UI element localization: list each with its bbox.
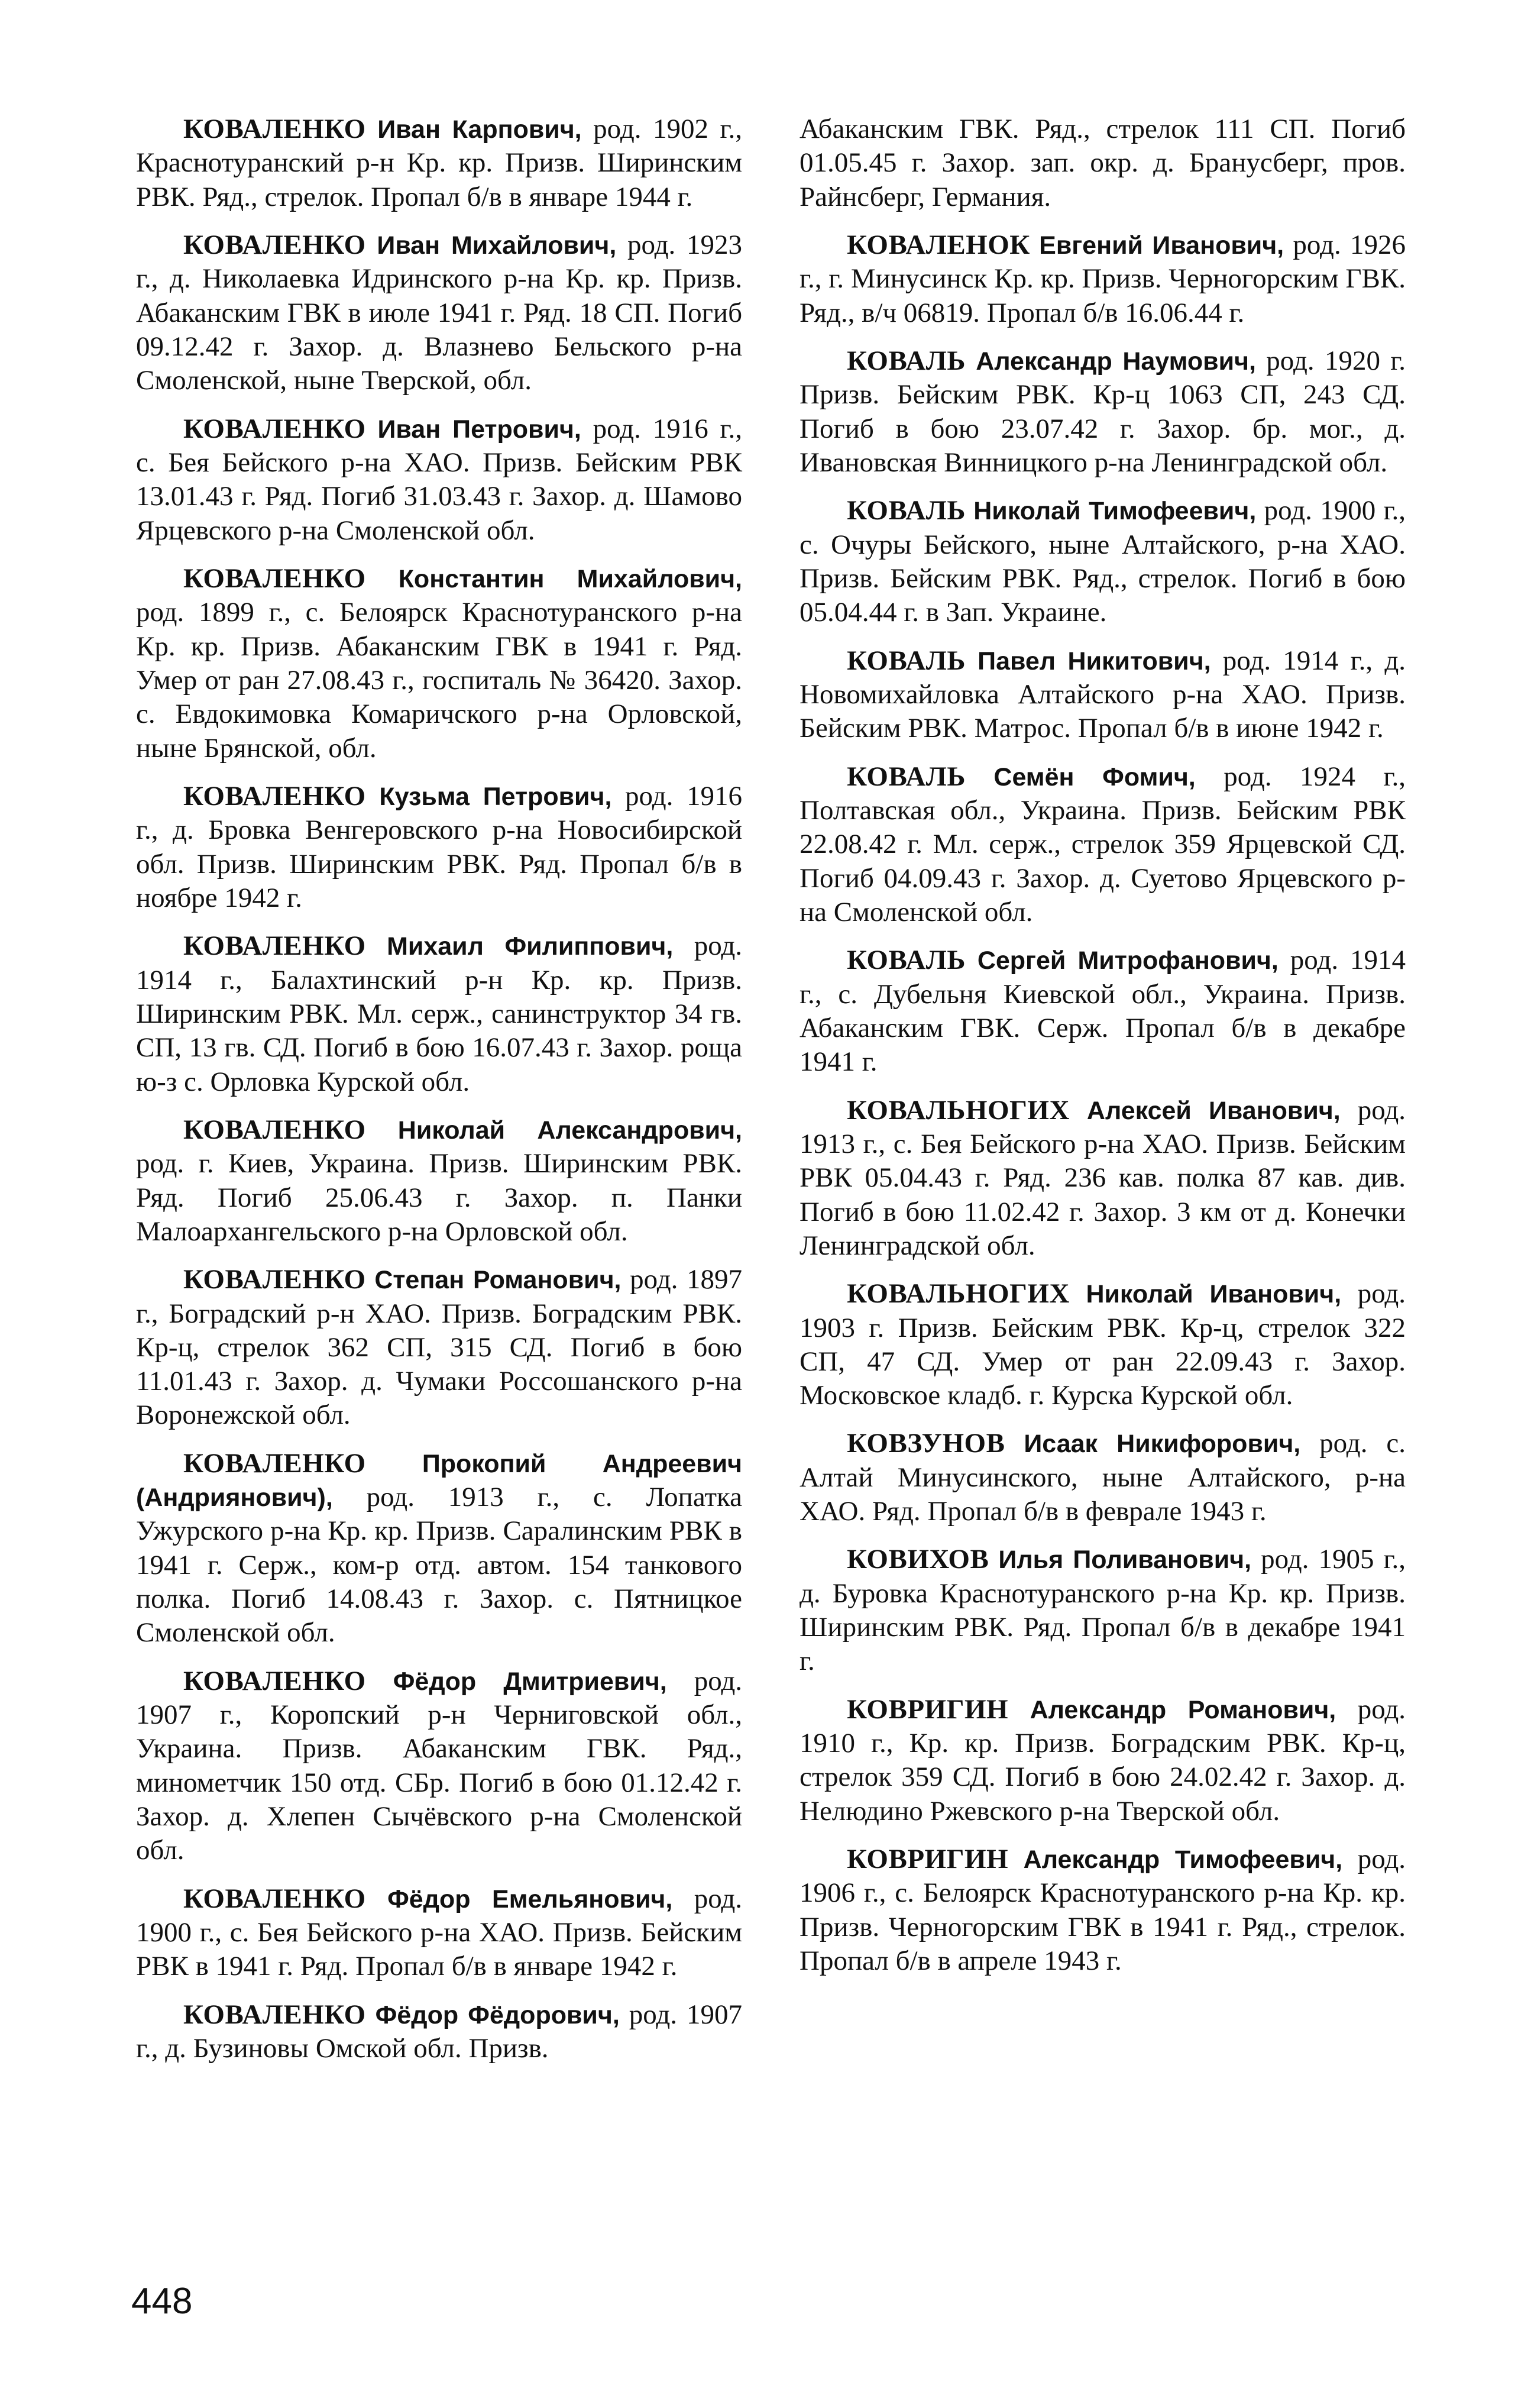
entry <box>800 1094 1406 1263</box>
page-number: 448 <box>131 2281 193 2322</box>
entry <box>136 228 742 398</box>
entry-text: род. 1910 г., Кр. кр. Призв. Боградским РВК. Кр-ц, стрелок 359 СД. Погиб в бою 24.02.42 г. Захор. д. Нелюдино Ржевского р-на Тверской обл. <box>800 1693 1406 1827</box>
entry-surname: КОВАЛЕНКО <box>183 1999 366 2030</box>
entry <box>136 562 742 765</box>
entry <box>800 344 1406 480</box>
entry-text: род. 1907 г., Коропский р-н Черниговской обл., Украина. Призв. Абаканским ГВК. Ряд., минометчик 150 отд. СБр. Погиб в бою 01.12.42 г. Захор. д. Хлепен Сычёвского р-на Смоленской обл. <box>136 1665 742 1866</box>
entry <box>136 1664 742 1868</box>
entry <box>800 228 1406 330</box>
entry-surname: КОВАЛЕНКО <box>183 1114 366 1145</box>
entry <box>136 1263 742 1433</box>
entry <box>800 494 1406 629</box>
entry-text: род. 1924 г., Полтавская обл., Украина. Призв. Бейским РВК 22.08.42 г. Мл. серж., стрелок 359 Ярцевской СД. Погиб 04.09.43 г. Захор. д. Суетово Ярцевского р-на Смоленской обл. <box>800 761 1406 927</box>
entry-surname: КОВАЛЕНКО <box>183 1665 366 1696</box>
entry-given-name: Александр Романович, <box>1030 1695 1336 1724</box>
entry-given-name: Николай Тимофеевич, <box>973 497 1257 526</box>
entry-surname: КОВАЛЬ <box>847 645 966 676</box>
entry-text: род. 1899 г., с. Белоярск Краснотуранского р-на Кр. кр. Призв. Абаканским ГВК в 1941 г. Ряд. Умер от ран 27.08.43 г., госпиталь № 36420. Захор. с. Евдокимовка Комаричского р-на Орловской, ныне Брянской, обл. <box>136 597 742 764</box>
entry-text: род. 1897 г., Боградский р-н ХАО. Призв. Боградским РВК. Кр-ц, стрелок 362 СП, 315 СД. Погиб в бою 11.01.43 г. Захор. д. Чумаки Россошанского р-на Воронежской обл. <box>136 1264 743 1431</box>
entry-given-name: Михаил Филиппович, <box>387 932 674 961</box>
entry <box>136 1113 742 1249</box>
entry-surname: КОВАЛЬНОГИХ <box>847 1094 1070 1126</box>
entry <box>136 1882 742 1984</box>
entry-text: род. 1916 г., с. Бея Бейского р-на ХАО. Призв. Бейским РВК 13.01.43 г. Ряд. Погиб 31.03.43 г. Захор. д. Шамово Ярцевского р-на Смоленской обл. <box>136 413 743 546</box>
entry-surname: КОВАЛЬ <box>847 945 966 976</box>
entry-given-name: Александр Тимофеевич, <box>1023 1845 1343 1874</box>
entry <box>800 1543 1406 1678</box>
entry-given-name: Александр Наумович, <box>976 347 1256 376</box>
entry-surname: КОВАЛЕНКО <box>183 1883 366 1914</box>
entry <box>800 1693 1406 1828</box>
entry-surname: КОВАЛЬ <box>847 495 966 526</box>
entry <box>136 929 742 1099</box>
entry-text: род. 1900 г., с. Бея Бейского р-на ХАО. Призв. Бейским РВК в 1941 г. Ряд. Пропал б/в в январе 1942 г. <box>136 1883 742 1982</box>
entry-surname: КОВАЛЕНОК <box>847 229 1030 260</box>
entry <box>800 1427 1406 1528</box>
entry-surname: КОВАЛЕНКО <box>183 930 366 962</box>
entry-given-name: Фёдор Дмитриевич, <box>393 1667 667 1696</box>
entry-text: род. 1905 г., д. Буровка Краснотуранского р-на Кр. кр. Призв. Ширинским РВК. Ряд. Пропал б/в в декабре 1941 г. <box>800 1544 1406 1677</box>
entry-given-name: Алексей Иванович, <box>1086 1096 1341 1125</box>
entry <box>136 112 742 214</box>
entry-text: род. 1906 г., с. Белоярск Краснотуранского р-на Кр. кр. Призв. Черногорским ГВК в 1941 г. Ряд., стрелок. Пропал б/в в апреле 1943 г. <box>800 1844 1406 1977</box>
entry-text: род. 1914 г., Балахтинский р-н Кр. кр. Призв. Ширинским РВК. Мл. серж., санинструктор 34 гв. СП, 13 гв. СД. Погиб в бою 16.07.43 г. Захор. роща ю-з с. Орловка Курской обл. <box>136 930 742 1097</box>
entry-text: род. 1913 г., с. Лопатка Ужурского р-на Кр. кр. Призв. Саралинским РВК в 1941 г. Серж., ком-р отд. автом. 154 танкового полка. Погиб 14.08.43 г. Захор. с. Пятницкое Смоленской обл. <box>136 1482 742 1649</box>
entry-given-name: Евгений Иванович, <box>1039 231 1284 260</box>
entry <box>136 780 742 915</box>
entry <box>800 1843 1406 1978</box>
entry-text: род. 1900 г., с. Очуры Бейского, ныне Алтайского, р-на ХАО. Призв. Бейским РВК. Ряд., стрелок. Погиб в бою 05.04.44 г. в Зап. Украине. <box>800 495 1406 628</box>
left-column <box>136 112 742 2080</box>
entry-given-name: Илья Поливанович, <box>998 1546 1252 1575</box>
entry-text: род. 1907 г., д. Бузиновы Омской обл. Призв. <box>136 1999 743 2064</box>
entry-text: род. 1903 г. Призв. Бейским РВК. Кр-ц, стрелок 322 СП, 47 СД. Умер от ран 22.09.43 г. Захор. Московское кладб. г. Курска Курской обл. <box>800 1278 1406 1411</box>
entry-given-name: Иван Петрович, <box>377 415 581 444</box>
entry-text: род. 1913 г., с. Бея Бейского р-на ХАО. Призв. Бейским РВК 05.04.43 г. Ряд. 236 кав. полка 87 кав. див. Погиб в бою 11.02.42 г. Захор. 3 км от д. Конечки Ленинградской обл. <box>800 1094 1406 1261</box>
entry-given-name: Кузьма Петрович, <box>379 782 612 811</box>
entry-surname: КОВАЛЕНКО <box>183 780 366 812</box>
entry <box>800 1277 1406 1413</box>
entry-given-name: Константин Михайлович, <box>398 564 742 593</box>
entry-text: род. г. Киев, Украина. Призв. Ширинским РВК. Ряд. Погиб 25.06.43 г. Захор. п. Панки Малоархангельского р-на Орловской обл. <box>136 1148 742 1247</box>
entry-surname: КОВРИГИН <box>847 1844 1009 1875</box>
entry-given-name: Прокопий Андреевич (Андриянович), <box>136 1449 742 1512</box>
entry-text: род. 1916 г., д. Бровка Венгеровского р-на Новосибирской обл. Призв. Ширинским РВК. Ряд. Пропал б/в в ноябре 1942 г. <box>136 780 743 913</box>
entry <box>800 760 1406 930</box>
entry-given-name: Николай Александрович, <box>397 1116 742 1145</box>
entry-given-name: Иван Михайлович, <box>377 231 617 260</box>
entry-given-name: Фёдор Емельянович, <box>387 1885 673 1914</box>
entry-text: род. 1923 г., д. Николаевка Идринского р-на Кр. кр. Призв. Абаканским ГВК в июле 1941 г. Ряд. 18 СП. Погиб 09.12.42 г. Захор. д. Влазнево Бельского р-на Смоленской, ныне Тверской, обл. <box>136 229 742 396</box>
entry-surname: КОВАЛЕНКО <box>183 563 366 594</box>
entry-continuation <box>800 112 1406 214</box>
entry-given-name: Николай Иванович, <box>1086 1280 1342 1309</box>
entry-text: род. 1914 г., д. Новомихайловка Алтайского р-на ХАО. Призв. Бейским РВК. Матрос. Пропал б/в в июне 1942 г. <box>800 645 1406 744</box>
entry-given-name: Фёдор Фёдорович, <box>375 2000 620 2029</box>
entry-text: род. 1926 г., г. Минусинск Кр. кр. Призв. Черногорским ГВК. Ряд., в/ч 06819. Пропал б/в 16.06.44 г. <box>800 229 1406 328</box>
entry-surname: КОВАЛЕНКО <box>183 1447 366 1479</box>
entry <box>800 943 1406 1079</box>
entry <box>136 412 742 548</box>
entry-surname: КОВАЛЬ <box>847 345 966 376</box>
entry-given-name: Семён Фомич, <box>993 762 1196 791</box>
entry-surname: КОВРИГИН <box>847 1693 1009 1725</box>
entry-surname: КОВАЛЕНКО <box>183 413 366 444</box>
entry-text: Абаканским ГВК. Ряд., стрелок 111 СП. Погиб 01.05.45 г. Захор. зап. окр. д. Бранусберг, пров. Райнсберг, Германия. <box>800 114 1406 212</box>
entry-text: род. 1914 г., с. Дубельня Киевской обл., Украина. Призв. Абаканским ГВК. Серж. Пропал б/в в декабре 1941 г. <box>800 945 1406 1078</box>
entry-surname: КОВИХОВ <box>847 1544 989 1575</box>
entry-surname: КОВАЛЬ <box>847 761 966 792</box>
entry-given-name: Исаак Никифорович, <box>1024 1430 1301 1459</box>
entry-text: род. 1902 г., Краснотуранский р-н Кр. кр. Призв. Ширинским РВК. Ряд., стрелок. Пропал б/в в январе 1944 г. <box>136 114 743 212</box>
entry <box>800 644 1406 746</box>
entry-surname: КОВАЛЬНОГИХ <box>847 1278 1070 1310</box>
entry-given-name: Павел Никитович, <box>978 647 1211 675</box>
entry-surname: КОВАЛЕНКО <box>183 1264 366 1295</box>
right-column <box>800 112 1406 1992</box>
entry-text: род. 1920 г. Призв. Бейским РВК. Кр-ц 1063 СП, 243 СД. Погиб в бою 23.07.42 г. Захор. бр. мог., д. Ивановская Винницкого р-на Ленинградской обл. <box>800 345 1406 478</box>
entry-text: род. с. Алтай Минусинского, ныне Алтайского, р-на ХАО. Ряд. Пропал б/в в феврале 1943 г. <box>800 1428 1406 1527</box>
entry <box>136 1447 742 1650</box>
entry <box>136 1998 742 2066</box>
entry-surname: КОВАЛЕНКО <box>183 114 366 144</box>
entry-surname: КОВЗУНОВ <box>847 1428 1005 1459</box>
entry-given-name: Степан Романович, <box>374 1266 622 1295</box>
entry-surname: КОВАЛЕНКО <box>183 229 366 260</box>
entry-given-name: Иван Карпович, <box>377 115 582 144</box>
entry-given-name: Сергей Митрофанович, <box>977 946 1279 975</box>
